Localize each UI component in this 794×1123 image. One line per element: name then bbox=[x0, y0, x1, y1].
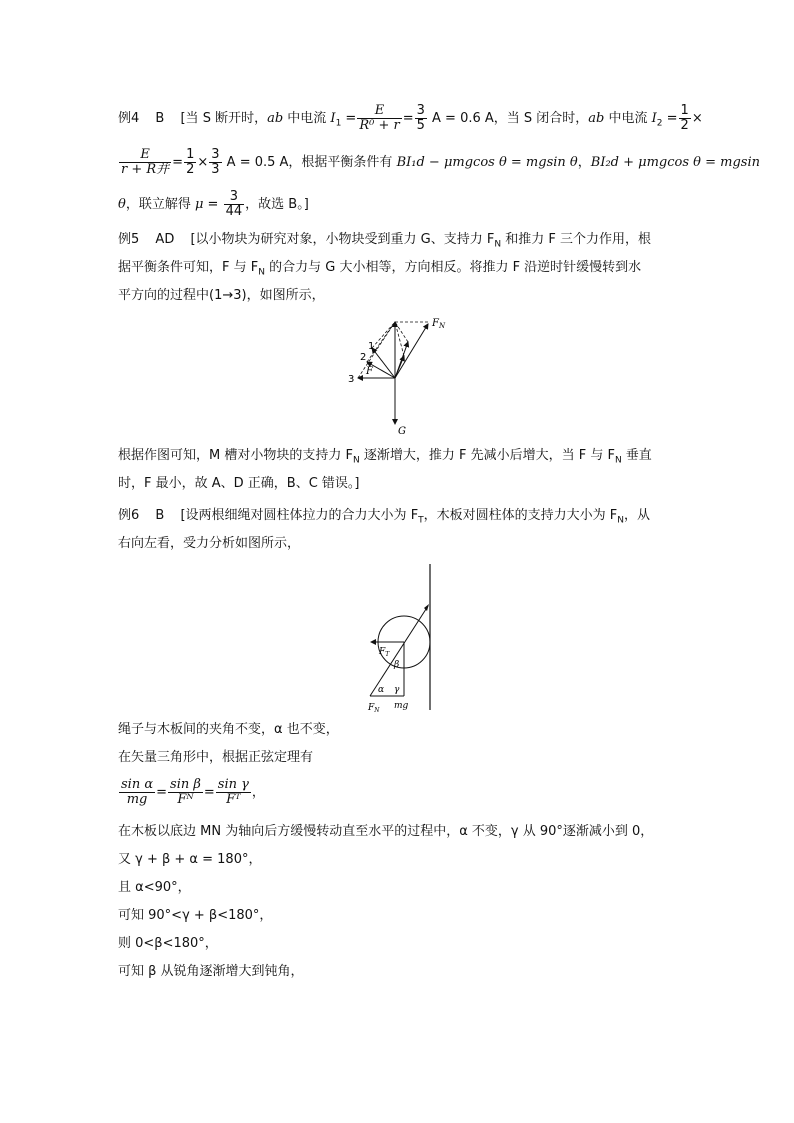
ex4-text: I bbox=[651, 111, 657, 126]
ex6-line-7 bbox=[118, 878, 191, 898]
ex5-line-4 bbox=[118, 446, 652, 471]
mg-label: mg bbox=[394, 701, 409, 711]
ex5-sub: N bbox=[352, 455, 360, 466]
ex4-text: μ bbox=[194, 197, 204, 212]
ex4-fraction-4 bbox=[119, 148, 171, 177]
ex4-answer: B bbox=[155, 111, 165, 126]
ex6-sine-law-equation: $\frac{\text{sin α}}{mg}$ = $\frac{\text{sin β}}{\text{Fᴺ}}$ = $\frac{\text{sin γ}}{\text{Fᵀ}}$ ， bbox=[121, 777, 265, 807]
arrow-head bbox=[370, 639, 376, 645]
frac-num: sin β bbox=[170, 777, 201, 792]
dashed-line bbox=[358, 322, 395, 378]
ex6-text: 绳子与木板间的夹角不变，α 也不变， bbox=[118, 722, 339, 737]
ex4-line-1: 例4 B [当 S 断开时，ab 中电流 $I_1$ = $\frac{E}{\text{R⁰ + r}}$ = $\frac{3}{5}$ A = 0.6 A，当 S 闭合时，ab 中电流 $I_2$ = $\frac{1}{2}$ × bbox=[118, 103, 703, 133]
ex6-text: 可知 90°<γ + β<180°， bbox=[118, 908, 273, 923]
frac-num: sin γ bbox=[217, 777, 249, 792]
ex4-fraction-5 bbox=[184, 148, 196, 177]
f-label: F bbox=[366, 366, 373, 377]
ex6-text: [设两根细绳对圆柱体拉力的合力大小为 F bbox=[180, 508, 419, 523]
ex6-sub: T bbox=[418, 515, 424, 526]
ex5-text: [以小物块为研究对象，小物块受到重力 G、支持力 F bbox=[190, 232, 495, 247]
ex6-label: 例6 bbox=[118, 508, 140, 523]
frac-den: 3 bbox=[211, 162, 220, 177]
ex4-sub: 1 bbox=[335, 118, 342, 129]
frac-den: 2 bbox=[680, 118, 689, 133]
frac-den: Fᵀ bbox=[226, 792, 241, 807]
ex6-line-9 bbox=[118, 934, 218, 954]
label-3: 3 bbox=[348, 374, 355, 385]
ex6-text: 则 0<β<180°， bbox=[118, 936, 218, 951]
ex4-sub: 2 bbox=[656, 118, 663, 129]
frac-den: 5 bbox=[416, 118, 425, 133]
ex6-text: 且 α<90°， bbox=[118, 880, 191, 895]
ex4-line-2: $\frac{E}{\text{r + R并}}$ = $\frac{1}{2}$ × $\frac{3}{3}$ A = 0.5 A，根据平衡条件有 BI₁d − μmgcos θ = mgsin θ，BI₂d + μmgcos θ = mgsin bbox=[121, 147, 760, 177]
frac-den: 2 bbox=[186, 162, 195, 177]
sine-fraction-2 bbox=[168, 778, 203, 807]
label-2: 2 bbox=[360, 352, 367, 363]
dashed-line bbox=[395, 322, 404, 356]
ex6-text: ，从 bbox=[624, 508, 651, 523]
ex4-text: ab bbox=[588, 111, 605, 126]
frac-num: E bbox=[119, 148, 171, 163]
ex4-line-3 bbox=[118, 190, 309, 219]
ex4-fraction-6 bbox=[209, 148, 221, 177]
arrow-head bbox=[424, 604, 429, 611]
ex6-text: ，木板对圆柱体的支持力大小为 F bbox=[423, 508, 618, 523]
ex6-line-3 bbox=[118, 720, 339, 740]
frac-num: 1 bbox=[186, 147, 195, 162]
ex6-line-10 bbox=[118, 962, 304, 982]
ex5-sub: N bbox=[258, 267, 265, 278]
ex4-text: = bbox=[203, 197, 223, 212]
force-arrow-1 bbox=[372, 348, 395, 378]
ex5-text: 逐渐增大，推力 F 先减小后增大，当 F 与 F bbox=[359, 448, 615, 463]
ex4-label: 例4 bbox=[118, 111, 140, 126]
ex4-equation-2: BI₂d + μmgcos θ = mgsin bbox=[590, 155, 760, 170]
frac-num: 1 bbox=[680, 103, 689, 118]
sine-fraction-3 bbox=[216, 778, 251, 807]
ex6-text: 可知 β 从锐角逐渐增大到钝角， bbox=[118, 964, 304, 979]
ex6-text: 又 γ + β + α = 180°， bbox=[118, 852, 262, 867]
ex5-text: 和推力 F 三个力作用，根 bbox=[501, 232, 651, 247]
ex6-line-6 bbox=[118, 850, 261, 870]
sine-fraction-1 bbox=[119, 778, 155, 807]
ex5-line-5 bbox=[118, 474, 359, 494]
ex4-text: θ bbox=[118, 197, 126, 212]
g-label: G bbox=[398, 426, 406, 437]
frac-num: 3 bbox=[211, 147, 220, 162]
ex5-text: 据平衡条件可知，F 与 F bbox=[118, 260, 259, 275]
ex6-line-2 bbox=[118, 534, 300, 554]
ex6-force-diagram bbox=[352, 560, 452, 716]
ex4-fraction-7 bbox=[224, 190, 245, 219]
ex6-line-1 bbox=[118, 506, 650, 531]
frac-num: sin α bbox=[121, 777, 154, 792]
fn-label: $F_N$ bbox=[368, 703, 380, 714]
frac-den: mg bbox=[126, 792, 148, 807]
ex6-text: 在矢量三角形中，根据正弦定理有 bbox=[118, 750, 314, 765]
ft-label: $F_T$ bbox=[379, 647, 390, 658]
ex5-line-2 bbox=[118, 258, 641, 283]
ex6-answer: B bbox=[155, 508, 165, 523]
fn-arrow-3 bbox=[395, 356, 404, 378]
ex4-fraction-3 bbox=[679, 104, 691, 133]
ex6-line-4 bbox=[118, 748, 313, 768]
frac-den: r + R并 bbox=[121, 162, 170, 177]
ex5-line-1 bbox=[118, 230, 651, 255]
dashed-line bbox=[372, 322, 395, 348]
label-1: 1 bbox=[368, 341, 375, 352]
ex6-text: 右向左看，受力分析如图所示， bbox=[118, 536, 301, 551]
ex5-text: 的合力与 G 大小相等，方向相反。将推力 F 沿逆时针缓慢转到水 bbox=[264, 260, 642, 275]
ex4-text: 中电流 bbox=[283, 111, 331, 126]
fn-label: $F_N$ bbox=[432, 318, 446, 330]
frac-den: 44 bbox=[225, 204, 243, 219]
ex5-text: 时，F 最小，故 A、D 正确，B、C 错误。] bbox=[118, 476, 360, 491]
ex4-text: ，联立解得 bbox=[125, 197, 195, 212]
ex5-sub: N bbox=[614, 455, 622, 466]
frac-den: Fᴺ bbox=[177, 792, 194, 807]
ex4-fraction-2 bbox=[415, 104, 427, 133]
ex4-text: × bbox=[691, 111, 703, 126]
ex4-fraction-1 bbox=[357, 104, 401, 133]
fn-arrow bbox=[395, 324, 428, 378]
ex5-text: 垂直 bbox=[621, 448, 652, 463]
ex5-answer: AD bbox=[155, 232, 175, 247]
ex4-text: ，故选 B。] bbox=[245, 197, 309, 212]
ex4-text: I bbox=[330, 111, 336, 126]
ex4-text: A = 0.6 A，当 S 闭合时， bbox=[427, 111, 589, 126]
ex6-line-8 bbox=[118, 906, 272, 926]
frac-num: E bbox=[357, 104, 401, 119]
ex4-text: A = 0.5 A，根据平衡条件有 bbox=[222, 155, 397, 170]
ex5-text: 根据作图可知，M 槽对小物块的支持力 F bbox=[118, 448, 353, 463]
beta-label: β bbox=[394, 660, 400, 670]
ex5-line-3 bbox=[118, 286, 325, 306]
ex6-text: 在木板以底边 MN 为轴向后方缓慢转动直至水平的过程中，α 不变，γ 从 90°逐渐减小到 0， bbox=[118, 824, 654, 839]
ex5-sub: N bbox=[494, 239, 502, 250]
ex4-text: ab bbox=[267, 111, 284, 126]
ex5-text: 平方向的过程中(1→3)，如图所示， bbox=[118, 288, 325, 303]
dashed-line bbox=[395, 322, 408, 342]
ex6-sub: N bbox=[617, 515, 625, 526]
ex4-equation-1: BI₁d − μmgcos θ = mgsin θ bbox=[396, 155, 578, 170]
alpha-label: α bbox=[378, 685, 385, 695]
ex6-line-5 bbox=[118, 822, 653, 842]
ex5-force-diagram bbox=[330, 312, 470, 442]
ex4-text: 中电流 bbox=[604, 111, 652, 126]
frac-num: 3 bbox=[416, 103, 425, 118]
ex4-text: [当 S 断开时， bbox=[180, 111, 268, 126]
ex5-label: 例5 bbox=[118, 232, 140, 247]
frac-num: 3 bbox=[224, 190, 245, 205]
gamma-label: γ bbox=[394, 685, 400, 695]
ex6-text: ， bbox=[251, 785, 265, 800]
ex4-text: ， bbox=[577, 155, 591, 170]
frac-den: R⁰ + r bbox=[359, 118, 400, 133]
